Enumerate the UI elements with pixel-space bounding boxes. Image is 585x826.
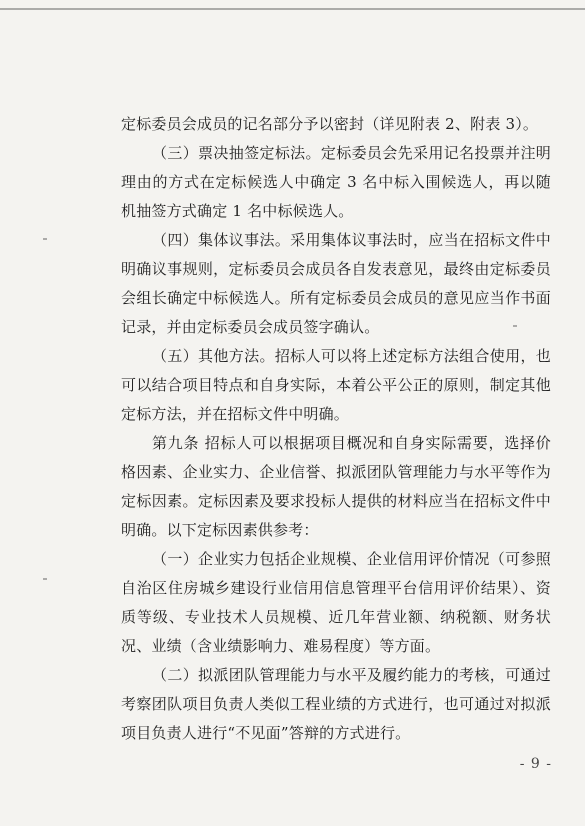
page-number: - 9 - [519,756,552,772]
paragraph-method-five: （五）其他方法。招标人可以将上述定标方法组合使用，也可以结合项目特点和自身实际，本着公平公正的原则，制定其他定标方法，并在招标文件中明确。 [121,347,551,423]
paragraph-continuation: 定标委员会成员的记名部分予以密封（详见附表 2、附表 3）。 [121,115,539,133]
paragraph-factor-one: （一）企业实力包括企业规模、企业信用评价情况（可参照自治区住房城乡建设行业信用信息管理平台信用评价结果）、资质等级、专业技术人员规模、近几年营业额、纳税额、财务状况、业绩（含业绩影响力、难易程度）等方面。 [121,550,551,655]
paragraph-method-three: （三）票决抽签定标法。定标委员会先采用记名投票并注明理由的方式在定标候选人中确定 3 名中标入围候选人，再以随机抽签方式确定 1 名中标候选人。 [121,144,551,220]
scan-top-edge [0,8,585,10]
paragraph-factor-two: （二）拟派团队管理能力与水平及履约能力的考核，可通过考察团队项目负责人类似工程业绩的方式进行，也可通过对拟派项目负责人进行“不见面”答辩的方式进行。 [121,666,551,742]
document-body [121,110,551,748]
scan-mark [43,578,47,580]
scan-mark [43,238,47,240]
paragraph-method-four: （四）集体议事法。采用集体议事法时，应当在招标文件中明确议事规则，定标委员会成员各自发表意见，最终由定标委员会组长确定中标候选人。所有定标委员会成员的意见应当作书面记录，并由定标委员会成员签字确认。 [121,231,551,336]
paragraph-article-nine: 第九条 招标人可以根据项目概况和自身实际需要，选择价格因素、企业实力、企业信誉、拟派团队管理能力与水平等作为定标因素。定标因素及要求投标人提供的材料应当在招标文件中明确。以下定标因素供参考： [121,434,551,539]
